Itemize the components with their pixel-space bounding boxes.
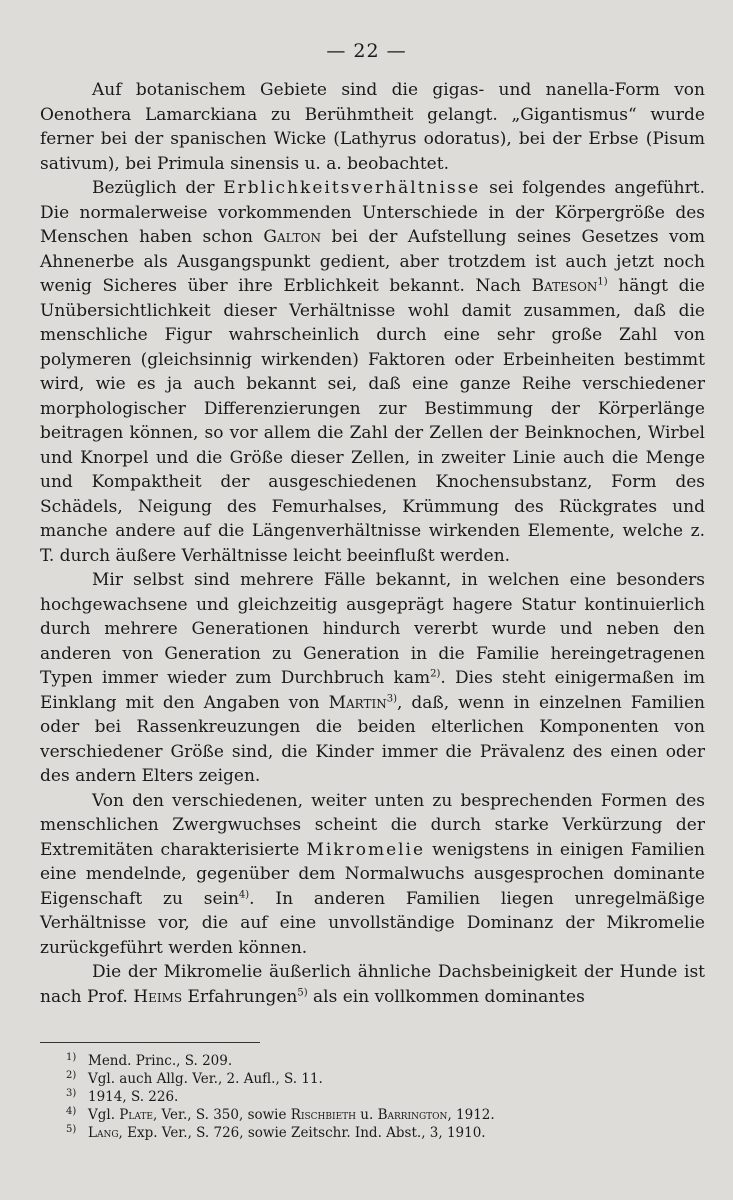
text-run: hängt die Unübersichtlichkeit dieser Verhältnisse wohl damit zusammen, daß die menschliche Figur wahrscheinlich durch eine sehr große Zahl von polymeren (gleichsinnig wirkenden) Faktoren oder Erbeinheiten bestimmt wird, wie es ja auch bekannt sei, daß eine ganze Reihe verschiedener morphologischer Differenzierungen zur Bestimmung der Körperlänge beitragen können, so vor allem die Zahl der Zellen der Beinknochen, Wirbel und Knorpel und die Größe dieser Zellen, in zweiter Linie auch die Menge und Kompaktheit der ausgeschiedenen Knochensubstanz, Form des Schädels, Neigung des Femurhalses, Krümmung des Rückgrates und manche andere auf die Längenverhältnisse wirkenden Elemente, welche z. T. durch äußere Verhältnisse leicht beeinflußt werden.	[40, 276, 705, 566]
paragraph	[40, 78, 705, 176]
footnote: 5) Lang, Exp. Ver., S. 726, sowie Zeitschr. Ind. Abst., 3, 1910.	[66, 1123, 486, 1141]
text-run: . In anderen Familien liegen unregelmäßige Verhältnisse vor, die auf eine unvollständige Dominanz der Mikromelie zurückgeführt werden können.	[40, 888, 705, 958]
author-name: Martin	[328, 692, 387, 713]
footnote: 2) Vgl. auch Allg. Ver., 2. Aufl., S. 11.	[66, 1069, 323, 1087]
text-run: , Ver., S. 350, sowie	[152, 1107, 291, 1123]
text-run: Vgl.	[88, 1107, 120, 1123]
spaced-term: Mikromelie	[306, 839, 426, 860]
paragraph	[40, 176, 705, 568]
text-run: sei folgendes angeführt. Die normalerweise vorkommenden Unterschiede in der Körpergröße des Menschen haben schon	[40, 178, 705, 247]
paragraph	[40, 568, 705, 789]
footnote-separator	[40, 1042, 260, 1043]
footnote-ref: 4)	[238, 888, 250, 900]
text-run: bei der Aufstellung seines Gesetzes vom Ahnenerbe als Ausgangspunkt gedient, aber trotzdem ist auch jetzt noch wenig Sicheres über ihre Erblichkeit bekannt. Nach	[40, 227, 705, 296]
footnote-ref: 3)	[386, 692, 397, 704]
page-number: — 22 —	[326, 40, 407, 62]
text-run: 1914, S. 226.	[88, 1089, 179, 1105]
author-name: Plate	[119, 1107, 153, 1123]
text-run: Vgl. auch Allg. Ver., 2. Aufl., S. 11.	[88, 1071, 323, 1087]
footnote: 4) Vgl. Plate, Ver., S. 350, sowie Rischbieth u. Barrington, 1912.	[66, 1105, 495, 1123]
author-name: Barrington	[377, 1107, 448, 1123]
text-run: , daß, wenn in einzelnen Familien oder bei Rassenkreuzungen die beiden elterlichen Komponenten von verschiedener Größe sind, die Kinder immer die Prävalenz des einen oder des andern Elters zeigen.	[40, 692, 705, 786]
paragraph	[40, 789, 705, 961]
text-run: Erfahrungen	[182, 986, 298, 1007]
footnote-ref: 1)	[597, 276, 608, 288]
text-run: Die der Mikromelie äußerlich ähnliche Dachsbeinigkeit der Hunde ist nach Prof.	[40, 962, 705, 1007]
text-run: Mir selbst sind mehrere Fälle bekannt, in welchen eine besonders hochgewachsene und gleichzeitig ausgeprägt hagere Statur kontinuierlich durch mehrere Generationen hindurch vererbt wurde und neben den anderen von Generation zu Generation in die Familie hereingetragenen Typen immer wieder zum Durchbruch kam	[40, 570, 705, 688]
footnote-ref: 5)	[297, 986, 308, 998]
spaced-term: Erblichkeitsverhältnisse	[223, 178, 481, 198]
author-name: Heims	[133, 986, 183, 1007]
text-run: Von den verschiedenen, weiter unten zu besprechenden Formen des menschlichen Zwergwuchses scheint die durch starke Verkürzung der Extremitäten charakterisierte	[40, 790, 705, 860]
author-name: Galton	[263, 227, 321, 247]
text-run: . Dies steht einigermaßen im Einklang mit den Angaben von	[40, 668, 705, 713]
text-run: wenigstens in einigen Familien eine mendelnde, gegenüber dem Normalwuchs ausgesprochen dominante Eigenschaft zu sein	[40, 839, 705, 909]
text-run: , Exp. Ver., S. 726, sowie Zeitschr. Ind. Abst., 3, 1910.	[118, 1125, 486, 1141]
footnote-ref: 2)	[430, 668, 441, 680]
footnote: 3) 1914, S. 226.	[66, 1087, 179, 1105]
text-run: Auf botanischem Gebiete sind die gigas- und nanella-Form von Oenothera Lamarckiana zu Berühmtheit gelangt. „Gigantismus“ wurde ferner bei der spanischen Wicke (Lathyrus odoratus), bei der Erbse (Pisum sativum), bei Primula sinensis u. a. beobachtet.	[40, 80, 705, 174]
text-run: u.	[356, 1107, 378, 1123]
footnotes	[66, 1051, 688, 1142]
footnote: 1) Mend. Princ., S. 209.	[66, 1051, 233, 1069]
text-run: , 1912.	[447, 1107, 495, 1123]
paragraph	[40, 960, 705, 1009]
text-run: als ein vollkommen dominantes	[307, 986, 585, 1007]
body-text	[40, 78, 705, 1009]
author-name: Rischbieth	[290, 1107, 356, 1123]
author-name: Lang	[88, 1125, 119, 1141]
text-run: Mend. Princ., S. 209.	[88, 1053, 233, 1069]
text-run: Bezüglich der	[92, 178, 224, 198]
author-name: Bateson	[531, 276, 598, 296]
